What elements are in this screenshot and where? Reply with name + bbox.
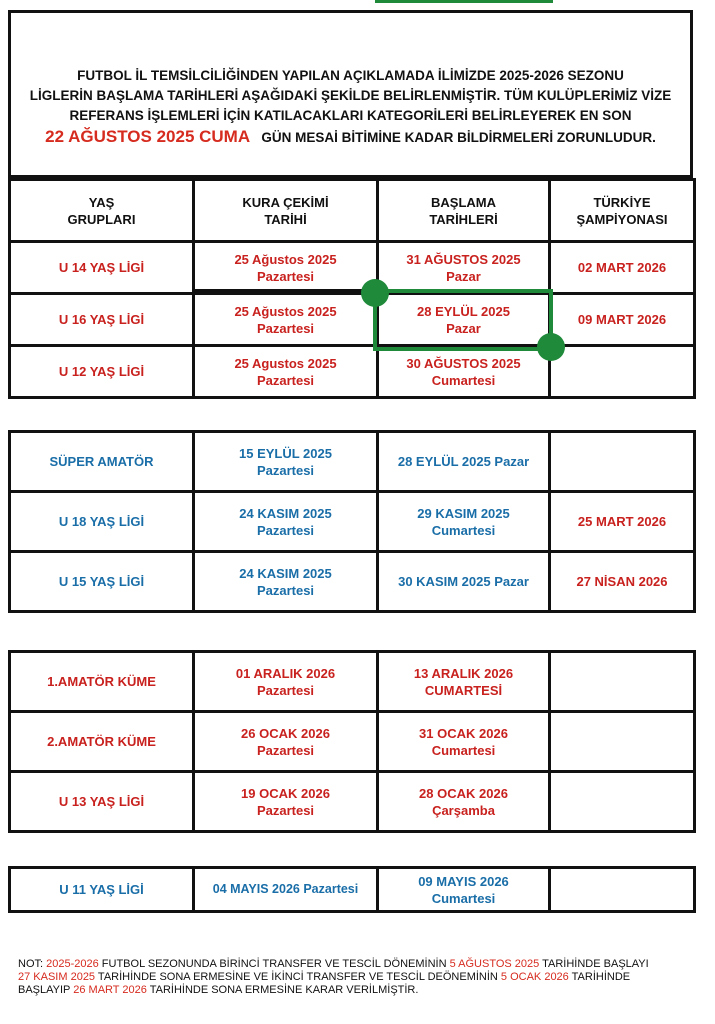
age-group-cell: U 11 YAŞ LİGİ <box>10 868 194 912</box>
age-group-cell: U 12 YAŞ LİGİ <box>10 346 194 398</box>
column-header-draw-date: KURA ÇEKİMİ TARİHİ <box>194 180 378 242</box>
connector-line-right <box>549 289 553 339</box>
age-group-cell: 1.AMATÖR KÜME <box>10 652 194 712</box>
footnote-line-2: 27 KASIM 2025 TARİHİNDE SONA ERMESİNE VE İKİNCİ TRANSFER VE TESCİL DEÖNEMİNİN 5 OCAK 2026 TARİHİNDE <box>18 971 631 983</box>
age-group-cell: SÜPER AMATÖR <box>10 432 194 492</box>
column-header-age-groups: YAŞ GRUPLARI <box>10 180 194 242</box>
table-row <box>10 712 695 772</box>
championship-cell: 27 NİSAN 2026 <box>550 552 695 612</box>
age-group-cell: U 15 YAŞ LİGİ <box>10 552 194 612</box>
championship-cell: 25 MART 2026 <box>550 492 695 552</box>
draw-date-cell: 19 OCAK 2026 Pazartesi <box>194 772 378 832</box>
table-row <box>10 552 695 612</box>
age-group-cell: U 14 YAŞ LİGİ <box>10 242 194 294</box>
draw-date-cell: 25 Agustos 2025 Pazartesi <box>194 346 378 398</box>
start-date-cell: 30 AĞUSTOS 2025 Cumartesi <box>378 346 550 398</box>
championship-cell <box>550 712 695 772</box>
draw-date-cell: 24 KASIM 2025 Pazartesi <box>194 552 378 612</box>
championship-cell: 02 MART 2026 <box>550 242 695 294</box>
schedule-table-3 <box>8 650 696 833</box>
header-line-3: REFERANS İŞLEMLERİ İÇİN KATILACAKLARI KATEGORİLERİ BELİRLEYEREK EN SON <box>69 108 632 123</box>
top-green-bar <box>375 0 553 3</box>
draw-date-cell: 15 EYLÜL 2025 Pazartesi <box>194 432 378 492</box>
connector-line-black <box>195 289 365 292</box>
table-row <box>10 346 695 398</box>
footnote-line-3: BAŞLAYIP 26 MART 2026 TARİHİNDE SONA ERMESİNE KARAR VERİLMİŞTİR. <box>18 984 419 996</box>
header-line-1: FUTBOL İL TEMSİLCİLİĞİNDEN YAPILAN AÇIKLAMADA İLİMİZDE 2025-2026 SEZONU <box>77 68 624 83</box>
start-date-cell: 28 OCAK 2026 Çarşamba <box>378 772 550 832</box>
table-header-row <box>10 180 695 242</box>
start-date-cell: 30 KASIM 2025 Pazar <box>378 552 550 612</box>
connector-line-top <box>373 289 553 293</box>
draw-date-cell: 25 Ağustos 2025 Pazartesi <box>194 294 378 346</box>
draw-date-cell: 24 KASIM 2025 Pazartesi <box>194 492 378 552</box>
start-date-cell: 09 MAYIS 2026 Cumartesi <box>378 868 550 912</box>
championship-cell <box>550 652 695 712</box>
championship-cell <box>550 346 695 398</box>
championship-cell <box>550 772 695 832</box>
draw-date-cell: 01 ARALIK 2026 Pazartesi <box>194 652 378 712</box>
table-row <box>10 868 695 912</box>
table-row <box>10 652 695 712</box>
table-row <box>10 492 695 552</box>
header-line-2: LİGLERİN BAŞLAMA TARİHLERİ AŞAĞIDAKİ ŞEKİLDE BELİRLENMİŞTİR. TÜM KULÜPLERİMİZ VİZE <box>29 88 672 103</box>
draw-date-cell: 25 Ağustos 2025 Pazartesi <box>194 242 378 294</box>
table-row <box>10 242 695 294</box>
header-line-4 <box>11 127 690 147</box>
footnote-line-1: NOT: 2025-2026 FUTBOL SEZONUNDA BİRİNCİ TRANSFER VE TESCİL DÖNEMİNİN 5 AĞUSTOS 2025 TARİHİNDE BAŞLAYI <box>18 958 649 970</box>
table-row <box>10 294 695 346</box>
draw-date-cell: 26 OCAK 2026 Pazartesi <box>194 712 378 772</box>
announcement-header <box>8 10 693 178</box>
championship-cell <box>550 868 695 912</box>
schedule-table-4 <box>8 866 696 913</box>
age-group-cell: 2.AMATÖR KÜME <box>10 712 194 772</box>
start-date-cell: 31 OCAK 2026 Cumartesi <box>378 712 550 772</box>
start-date-cell: 29 KASIM 2025 Cumartesi <box>378 492 550 552</box>
footnote <box>18 958 713 997</box>
schedule-table-2 <box>8 430 696 613</box>
start-date-cell: 28 EYLÜL 2025 Pazar <box>378 294 550 346</box>
green-dot-marker <box>537 333 565 361</box>
start-date-cell: 31 AĞUSTOS 2025 Pazar <box>378 242 550 294</box>
championship-cell <box>550 432 695 492</box>
connector-line-bottom <box>373 347 538 351</box>
age-group-cell: U 13 YAŞ LİGİ <box>10 772 194 832</box>
header-line-4-rest: GÜN MESAİ BİTİMİNE KADAR BİLDİRMELERİ ZORUNLUDUR. <box>261 130 656 145</box>
column-header-start-dates: BAŞLAMA TARİHLERİ <box>378 180 550 242</box>
championship-cell: 09 MART 2026 <box>550 294 695 346</box>
start-date-cell: 28 EYLÜL 2025 Pazar <box>378 432 550 492</box>
age-group-cell: U 18 YAŞ LİGİ <box>10 492 194 552</box>
age-group-cell: U 16 YAŞ LİGİ <box>10 294 194 346</box>
draw-date-cell: 04 MAYIS 2026 Pazartesi <box>194 868 378 912</box>
table-row <box>10 432 695 492</box>
column-header-turkey-championship: TÜRKİYE ŞAMPİYONASI <box>550 180 695 242</box>
green-dot-marker <box>361 279 389 307</box>
deadline-date: 22 AĞUSTOS 2025 CUMA <box>45 127 251 146</box>
table-row <box>10 772 695 832</box>
start-date-cell: 13 ARALIK 2026 CUMARTESİ <box>378 652 550 712</box>
